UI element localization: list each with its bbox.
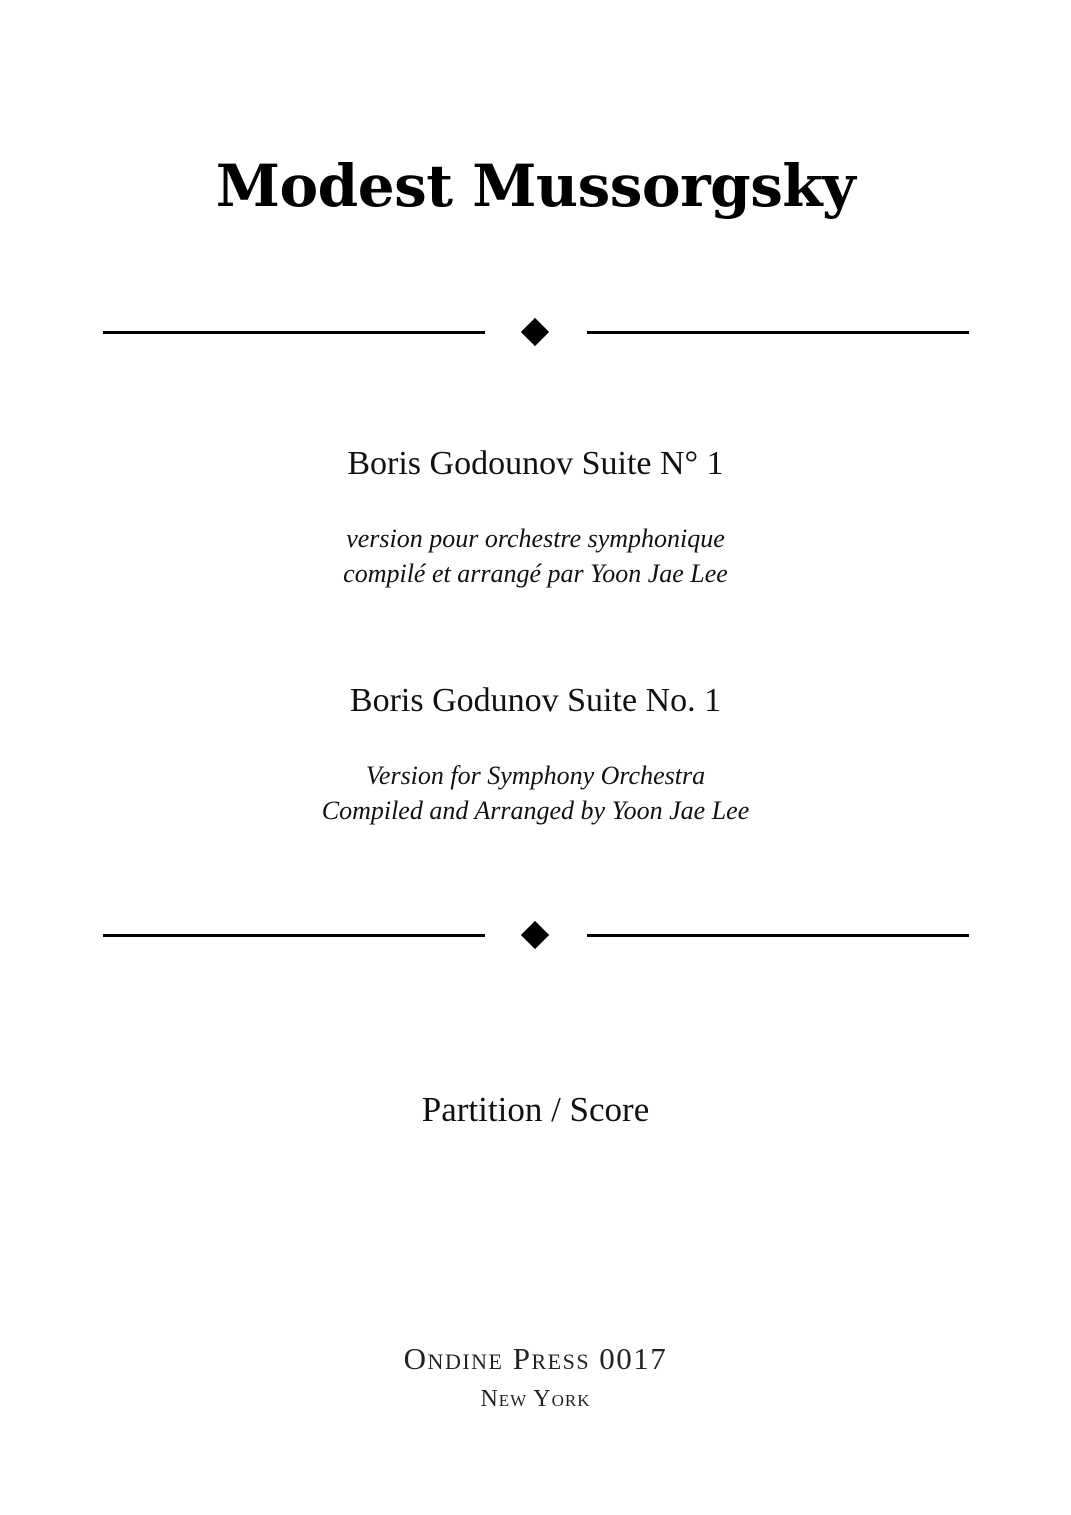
divider-rule-right [587,934,969,937]
publisher-name: Ondine Press 0017 [403,1341,668,1376]
divider-rule-left [103,934,485,937]
french-subtitle-version: version pour orchestre symphonique [346,524,725,553]
french-title: Boris Godounov Suite N° 1 [347,445,724,482]
diamond-icon [521,318,549,346]
english-subtitle-arranger: Compiled and Arranged by Yoon Jae Lee [321,796,750,825]
top-divider [0,317,1071,347]
divider-rule-right [587,331,969,334]
english-title: Boris Godunov Suite No. 1 [349,682,722,719]
score-type-label: Partition / Score [421,1090,650,1129]
diamond-icon [521,921,549,949]
french-subtitle-arranger: compilé et arrangé par Yoon Jae Lee [343,559,728,588]
divider-rule-left [103,331,485,334]
composer-name: Modest Mussorgsky [215,152,856,220]
english-subtitle-version: Version for Symphony Orchestra [365,761,706,790]
publisher-city: New York [480,1386,591,1412]
bottom-divider [0,920,1071,950]
